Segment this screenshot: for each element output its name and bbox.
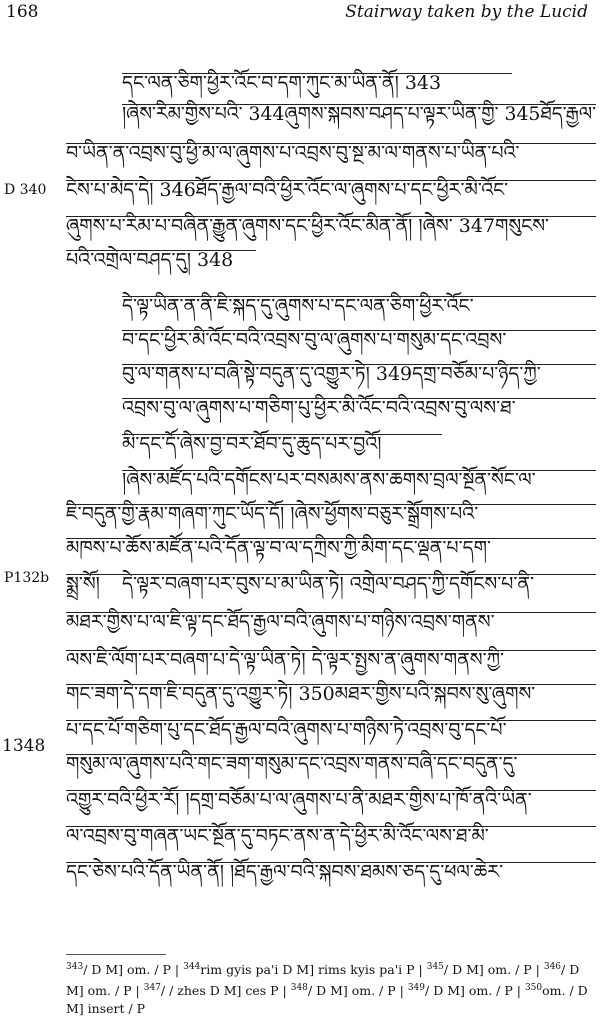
footnote-item xyxy=(183,962,427,977)
text-line-content: །ཞེས་མཛོད་པའི་དགོངས་པར་བསམས་ནས་ཆགས་བྲལ་སྔོན་སོང་ལ་ xyxy=(122,469,536,491)
margin-ref-d340: D 340 xyxy=(4,182,47,198)
text-line-content: ཇི་བདུན་གྱི་རྣམ་གཞག་ཀུང་ཡོད་དོ། །ཞེས་ཕྱོགས་བཅུར་སྒྲོགས་པའི་ xyxy=(66,503,479,525)
script-headline-rule xyxy=(66,826,596,827)
text-line xyxy=(66,782,596,818)
text-line-content: ལ་འབྲས་བུ་གཞན་ཡང་སྔོན་དུ་བཏང་ནས་ན་དེ་ཕྱིར་མི་འོང་ལས་ཐ་མི་ xyxy=(66,825,489,847)
footnote-text: / D M] om. / P | xyxy=(425,983,525,999)
text-line-content: མཁས་པ་ཆོས་མཛོན་པའི་དོན་ལྟ་བ་ལ་དཀྲིས་ཀྱི་མིག་དང་ལྡན་པ་དག་ xyxy=(66,537,491,559)
text-line-content: བ་དང་ཕྱིར་མི་འོང་བའི་འབྲས་བུ་ལ་ཞུགས་པ་གསུམ་དང་འབྲས་ xyxy=(122,329,507,351)
script-headline-rule xyxy=(66,143,596,144)
footnote-number: 344 xyxy=(183,962,201,972)
text-line-content: མཐར་གྱིས་པ་ལ་ཇི་ལྟ་དང་ཐོད་རྒྱལ་བའི་ཞུགས་པ་གཉིས་འབྲས་གནས་ xyxy=(66,611,495,633)
footnote-item xyxy=(408,983,525,998)
text-line-content: གང་ཟག་དེ་དག་ཇི་བདུན་དུ་འགྱུར་ཏེ། 350མཐར་གྱིས་པའི་སྐབས་སུ་ཞུགས་ xyxy=(66,683,536,705)
script-headline-rule xyxy=(66,612,596,613)
footnote-number: 349 xyxy=(407,983,426,994)
script-headline-rule xyxy=(66,862,596,863)
text-line-content: པ་དང་པོ་གཅིག་པུ་དང་ཐོད་རྒྱལ་བའི་ཞུགས་པ་གཉིས་ཏེ་འབྲས་བུ་དང་པོ་ xyxy=(66,719,507,741)
text-line-content: འགྱུར་བའི་ཕྱིར་རོ། །དགྲ་བཅོམ་པ་ལ་ཞུགས་པ་ནི་མཐར་གྱིས་པ་ཁོ་ནའི་ཡིན་ xyxy=(66,789,532,811)
footnote-number: 345 xyxy=(426,962,444,972)
script-headline-rule xyxy=(66,754,596,755)
script-headline-rule xyxy=(122,470,596,471)
script-headline-rule xyxy=(66,650,596,651)
text-line-content: དང་ལན་ཅིག་ཕྱིར་འོང་བ་དག་ཀུང་མ་ཡིན་ནོ། 343 xyxy=(122,72,442,94)
script-headline-rule xyxy=(66,216,596,217)
footnote-text: / D M] om. / P | xyxy=(443,962,544,978)
text-line xyxy=(66,854,596,890)
text-line-content: །ཞེས་རིམ་གྱིས་པའི་ 344ཞུགས་སྐབས་བཤད་པ་ལྟར་ཡིན་གྱི་ 345ཐོད་རྒྱལ་ xyxy=(122,103,596,125)
running-head xyxy=(0,0,600,24)
text-line-content: བུ་ལ་གནས་པ་བཞི་སྟེ་བདུན་དུ་འགྱུར་ཏེ། 349དགྲ་བཅོམ་པ་ཉིད་ཀྱི་ xyxy=(122,363,541,385)
text-line-content: གསུམ་ལ་ཞུགས་པའི་གང་ཟག་གསུམ་དང་འབྲས་གནས་བཞི་དང་བདུན་དུ་ xyxy=(66,753,518,775)
script-headline-rule xyxy=(122,434,442,435)
text-line xyxy=(122,96,596,132)
text-line xyxy=(66,242,256,278)
text-line-content: སྨྲ་སོ། xyxy=(66,573,100,595)
script-headline-rule xyxy=(122,73,512,74)
footnote-number: 346 xyxy=(543,962,562,972)
footnote-text: om. / D M] insert / P xyxy=(66,983,588,1017)
text-line-content: མི་དང་དོ་ཞེས་བྱ་བར་ཐོབ་དུ་ཆུད་པར་བྱའོ། xyxy=(122,433,382,455)
text-line xyxy=(66,208,596,244)
margin-ref-p132b: P132b xyxy=(4,570,50,586)
footnote-number: 343 xyxy=(66,962,84,972)
text-line-content: དང་ཅེས་པའི་དོན་ཡིན་ནོ། །ཐོད་རྒྱལ་བའི་སྐབས་ཐམས་ཅད་དུ་ཕལ་ཆེར་ xyxy=(66,861,504,883)
script-headline-rule xyxy=(66,538,596,539)
script-headline-rule xyxy=(122,330,596,331)
footnote-rule xyxy=(66,954,166,955)
text-line xyxy=(66,712,596,748)
footnote-item xyxy=(66,962,183,977)
script-headline-rule xyxy=(122,296,596,297)
footnote-text: rim gyis pa'i D M] rims kyis pa'i P | xyxy=(200,962,427,978)
text-line xyxy=(66,676,596,712)
text-line-content: འབྲས་བུ་ལ་ཞུགས་པ་གཅིག་པུ་ཕྱིར་མི་འོང་བའི་འབྲས་བུ་ལས་ཐ་ xyxy=(122,397,516,419)
footnote-text: / / zhes D M] ces P | xyxy=(160,983,291,999)
text-line xyxy=(122,356,596,392)
script-headline-rule xyxy=(66,250,256,251)
script-headline-rule xyxy=(122,364,596,365)
text-line xyxy=(66,496,596,532)
text-line xyxy=(122,288,596,324)
text-line xyxy=(122,566,596,602)
footnote-text: / D M] om. / P | xyxy=(83,962,184,978)
footnote-item xyxy=(291,983,408,998)
footnote-number: 348 xyxy=(290,983,308,994)
margin-ref-1348: 1348 xyxy=(2,736,46,756)
text-line-content: དེ་ལྟ་ཡིན་ན་ནི་ཇི་སྐད་དུ་ཞུགས་པ་དང་ལན་ཅིག་ཕྱིར་འོང་ xyxy=(122,295,474,317)
text-line xyxy=(66,135,596,171)
text-line-content: ལས་ཇི་ལོག་པར་བཞག་པ་དེ་ལྟ་ཡིན་ཏེ། དེ་ལྟར་སྤྱས་ན་ཞུགས་གནས་ཀྱི་ xyxy=(66,649,504,671)
script-headline-rule xyxy=(66,790,596,791)
text-line xyxy=(122,426,442,462)
page-number: 168 xyxy=(6,2,39,22)
text-line xyxy=(66,530,596,566)
text-line-content: བ་ཡིན་ན་འབྲས་བུ་ཕྱི་མ་ལ་ཞུགས་པ་འབྲས་བུ་སྔ་མ་ལ་གནས་པ་ཡིན་པའི་ xyxy=(66,142,520,164)
text-line-content: པའི་འགྲེལ་བཤད་དུ། 348 xyxy=(66,249,234,271)
script-headline-rule xyxy=(66,180,596,181)
script-headline-rule xyxy=(122,398,596,399)
script-headline-rule xyxy=(66,504,596,505)
footnote-item xyxy=(427,962,544,977)
text-line xyxy=(66,642,596,678)
footnotes xyxy=(66,958,596,1018)
text-line-content: ཞུགས་པ་རིམ་པ་བཞིན་རྒྱུན་ཞུགས་དང་ཕྱིར་འོང་མིན་ནོ། །ཞེས་ 347གསུངས་ xyxy=(66,215,550,237)
text-line xyxy=(66,746,596,782)
script-headline-rule xyxy=(66,684,596,685)
text-line-content: ངེས་པ་མེད་དེ། 346ཐོད་རྒྱལ་བའི་ཕྱིར་འོང་ལ་ཞུགས་པ་དང་ཕྱིར་མི་འོང་ xyxy=(66,179,509,201)
footnote-number: 347 xyxy=(143,983,161,994)
script-headline-rule xyxy=(66,720,596,721)
text-line xyxy=(122,390,596,426)
script-headline-rule xyxy=(122,574,596,575)
footnote-item xyxy=(144,983,291,998)
text-line xyxy=(122,322,596,358)
text-line-content: དེ་ལྟར་བཞག་པར་བུས་པ་མ་ཡིན་ཏེ། འགྲེལ་བཤད་ཀྱི་དགོངས་པ་ནི་ xyxy=(122,573,535,595)
text-line xyxy=(66,604,596,640)
footnote-number: 350 xyxy=(524,983,543,994)
text-line xyxy=(66,172,596,208)
running-title: Stairway taken by the Lucid xyxy=(345,2,588,22)
text-line xyxy=(122,462,596,498)
text-line xyxy=(66,818,596,854)
footnote-text: / D M] om. / P | xyxy=(307,983,408,999)
footnote-text: / D M] om. / P | xyxy=(66,962,580,999)
